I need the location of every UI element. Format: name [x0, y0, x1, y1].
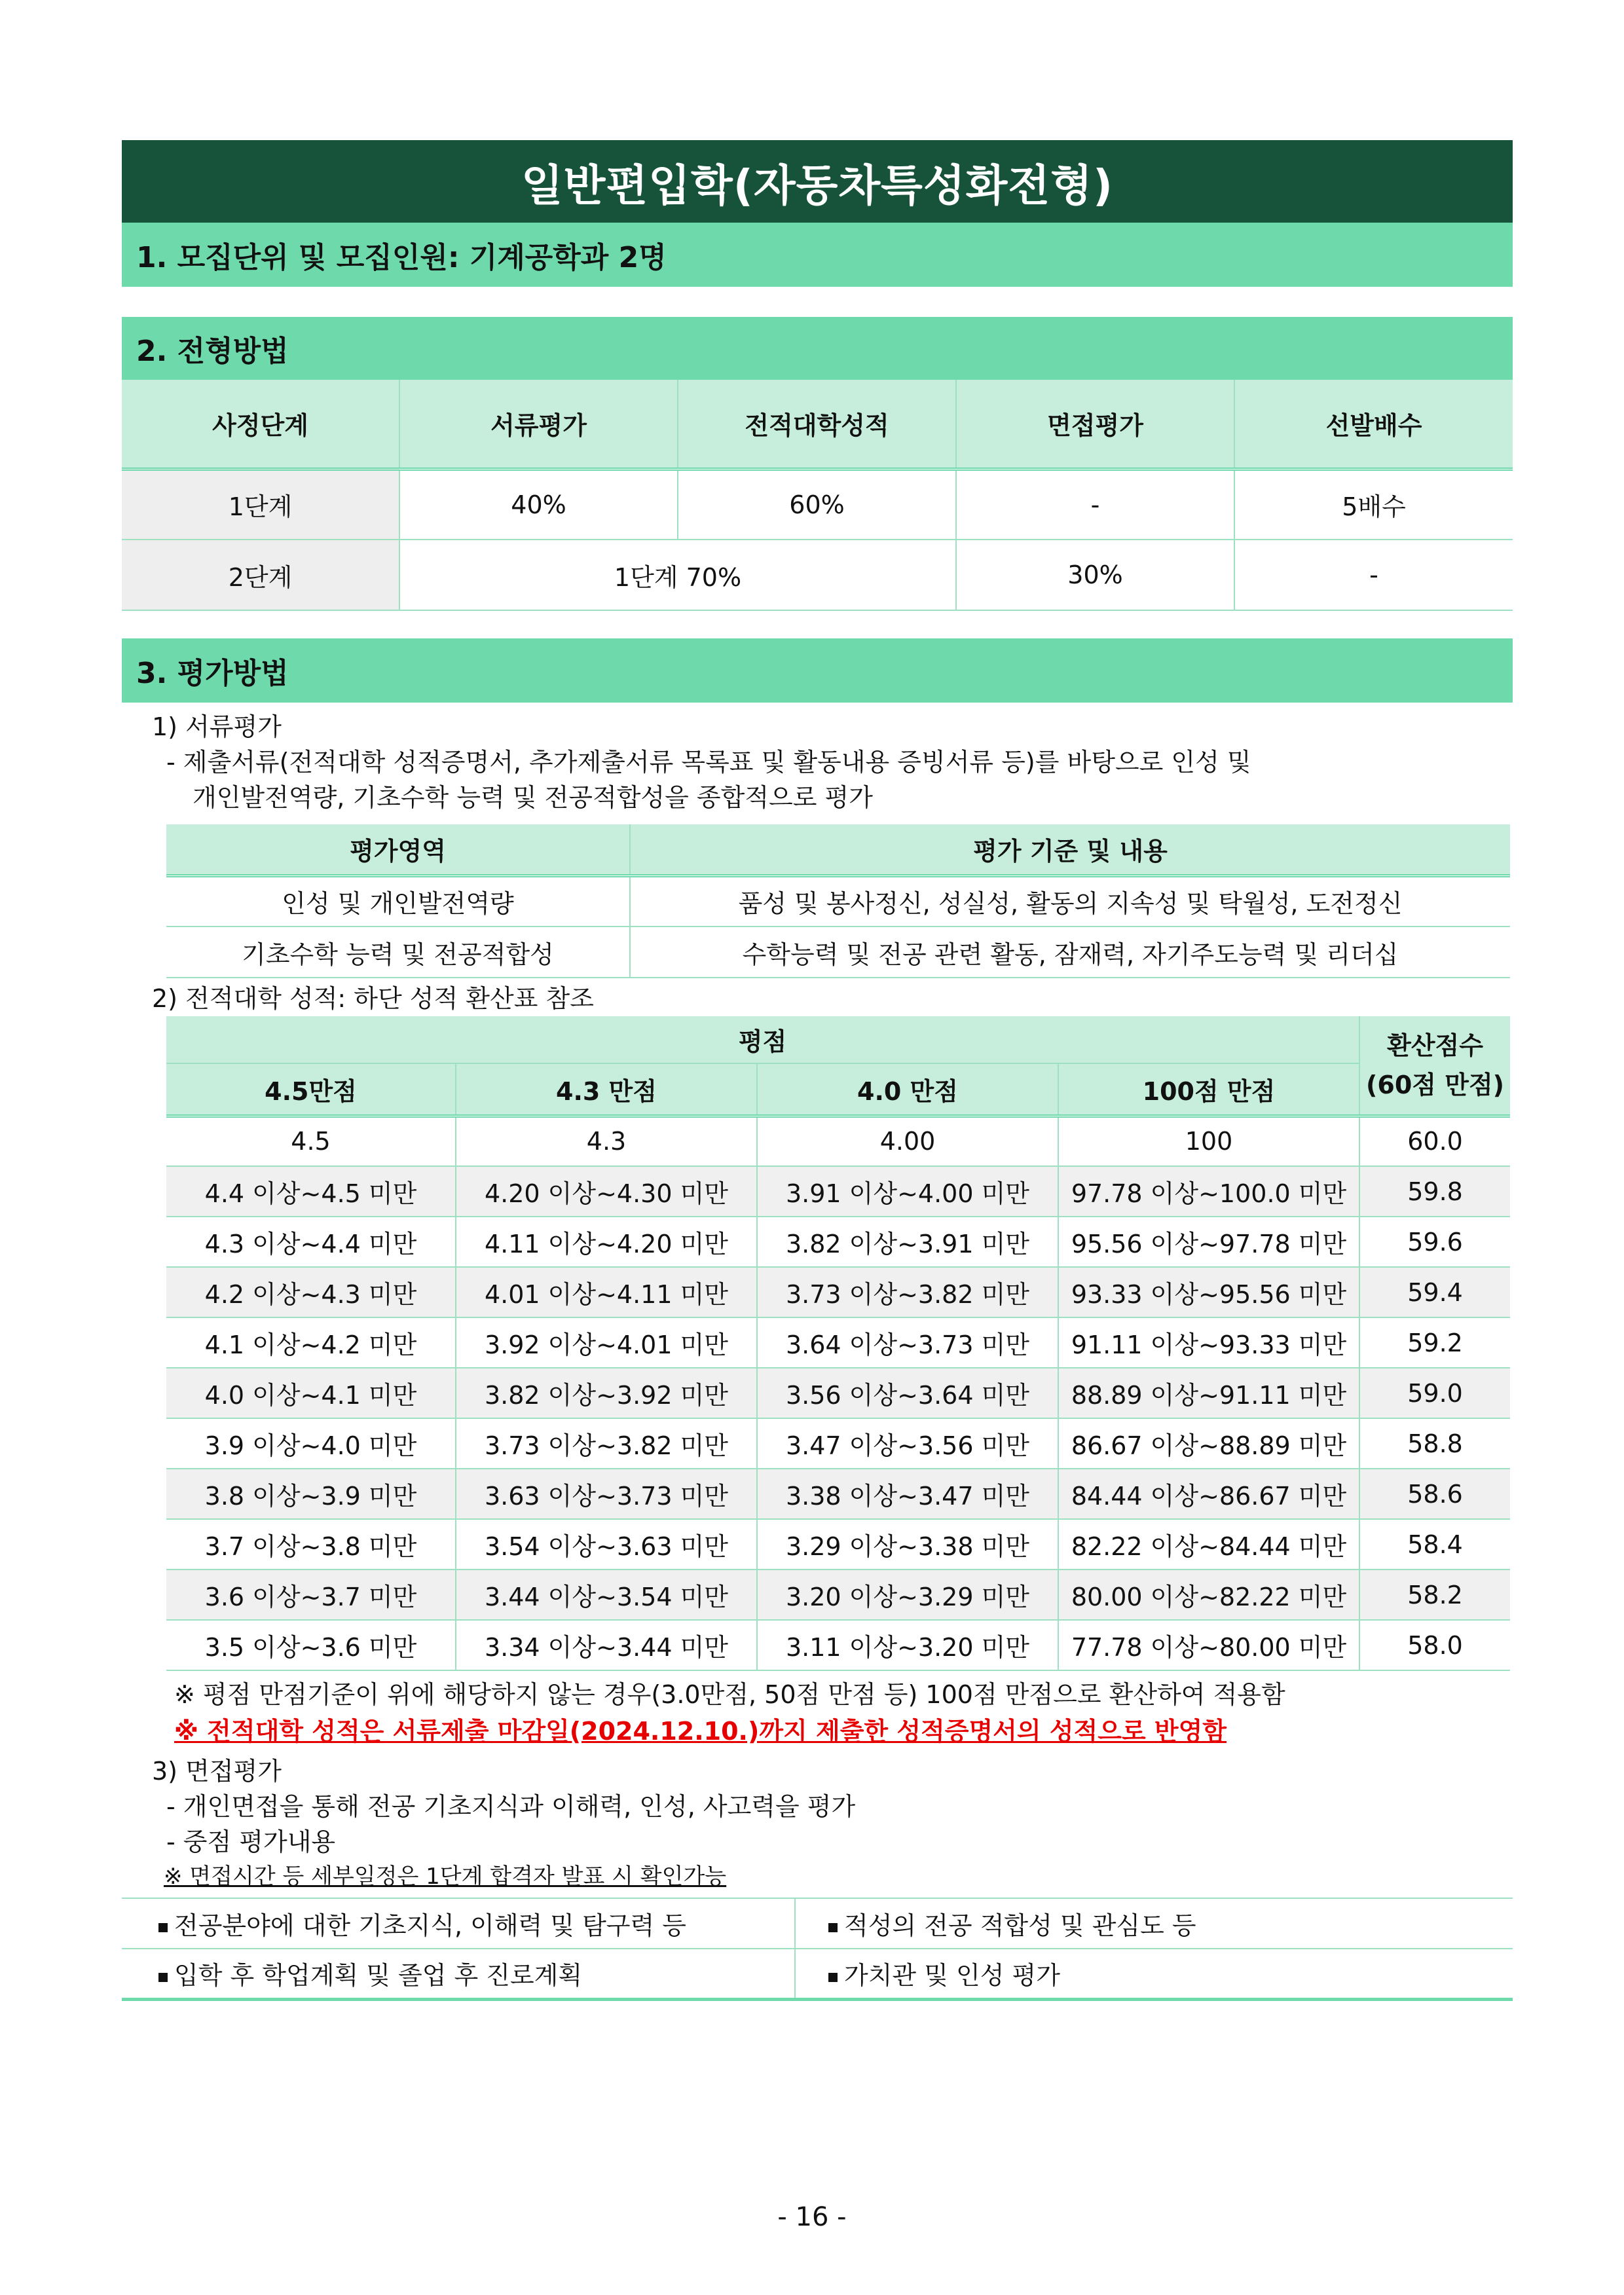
- table-header-cell: 4.5만점: [166, 1063, 456, 1116]
- table-row: [166, 1116, 1510, 1166]
- table-header-cell: 면접평가: [956, 380, 1234, 469]
- table-cell: 5배수: [1234, 469, 1513, 540]
- table-cell: 3.6 이상~3.7 미만: [166, 1570, 456, 1620]
- score-header-line: (60점 만점): [1366, 1070, 1505, 1099]
- table-cell: 59.6: [1359, 1217, 1510, 1267]
- table-cell: -: [1234, 540, 1513, 610]
- table-cell: 수학능력 및 전공 관련 활동, 잠재력, 자기주도능력 및 리더십: [630, 927, 1510, 978]
- interview-item-label: 적성의 전공 적합성 및 관심도 등: [844, 1911, 1196, 1940]
- table-cell: 3.5 이상~3.6 미만: [166, 1620, 456, 1670]
- table-cell: 4.3 이상~4.4 미만: [166, 1217, 456, 1267]
- interview-item: [795, 1898, 1513, 1949]
- section3-heading: 3. 평가방법: [122, 638, 1513, 703]
- doc-eval-desc: 개인발전역량, 기초수학 능력 및 전공적합성을 종합적으로 평가: [193, 783, 873, 812]
- grade-note-important: ※ 전적대학 성적은 서류제출 마감일(2024.12.10.)까지 제출한 성적증명서의 성적으로 반영함: [174, 1717, 1227, 1746]
- page: [122, 140, 1513, 2001]
- table-cell: 82.22 이상~84.44 미만: [1058, 1519, 1359, 1570]
- table-row: [122, 540, 1513, 610]
- table-cell: 인성 및 개인발전역량: [166, 875, 630, 927]
- interview-item: [795, 1949, 1513, 1999]
- table-cell: 3.47 이상~3.56 미만: [757, 1418, 1058, 1469]
- table-cell: 3.7 이상~3.8 미만: [166, 1519, 456, 1570]
- score-header-line: 환산점수: [1387, 1031, 1483, 1060]
- bullet-icon: [828, 1973, 838, 1982]
- table-cell: 77.78 이상~80.00 미만: [1058, 1620, 1359, 1670]
- table-row: [166, 927, 1510, 978]
- table-row: [166, 875, 1510, 927]
- table-cell: 4.1 이상~4.2 미만: [166, 1317, 456, 1368]
- interview-desc: - 개인면접을 통해 전공 기초지식과 이해력, 인성, 사고력을 평가: [166, 1792, 856, 1821]
- table-row: [166, 1418, 1510, 1469]
- table-header-row: [166, 1016, 1510, 1063]
- table-cell: 4.4 이상~4.5 미만: [166, 1166, 456, 1217]
- table-cell: 4.0 이상~4.1 미만: [166, 1368, 456, 1418]
- table-cell: 59.2: [1359, 1317, 1510, 1368]
- table-row: [166, 1166, 1510, 1217]
- table-header-cell: 전적대학성적: [678, 380, 956, 469]
- table-cell: 59.8: [1359, 1166, 1510, 1217]
- table-cell: 1단계: [122, 469, 399, 540]
- interview-item-label: 전공분야에 대한 기초지식, 이해력 및 탐구력 등: [174, 1911, 687, 1940]
- table-cell: 3.20 이상~3.29 미만: [757, 1570, 1058, 1620]
- table-cell: 84.44 이상~86.67 미만: [1058, 1469, 1359, 1519]
- table-cell: 88.89 이상~91.11 미만: [1058, 1368, 1359, 1418]
- table-row: [166, 1217, 1510, 1267]
- table-cell: 3.44 이상~3.54 미만: [456, 1570, 757, 1620]
- table-row: [166, 1267, 1510, 1317]
- table-row: [166, 1368, 1510, 1418]
- table-cell: 3.11 이상~3.20 미만: [757, 1620, 1058, 1670]
- page-title: 일반편입학(자동차특성화전형): [122, 140, 1513, 223]
- table-cell: 3.56 이상~3.64 미만: [757, 1368, 1058, 1418]
- table-header-cell: 4.3 만점: [456, 1063, 757, 1116]
- table-header-cell: [1359, 1016, 1510, 1116]
- table-cell: 4.00: [757, 1116, 1058, 1166]
- table-cell: 4.01 이상~4.11 미만: [456, 1267, 757, 1317]
- table-header-cell: 4.0 만점: [757, 1063, 1058, 1116]
- table-cell: 3.73 이상~3.82 미만: [456, 1418, 757, 1469]
- table-header-cell: 서류평가: [399, 380, 678, 469]
- table-header-cell: 100점 만점: [1058, 1063, 1359, 1116]
- grade-note: ※ 평점 만점기준이 위에 해당하지 않는 경우(3.0만점, 50점 만점 등) 100점 만점으로 환산하여 적용함: [174, 1680, 1285, 1709]
- table-row: [122, 469, 1513, 540]
- table-cell: 3.91 이상~4.00 미만: [757, 1166, 1058, 1217]
- interview-title: 3) 면접평가: [152, 1757, 282, 1786]
- table-cell: 3.29 이상~3.38 미만: [757, 1519, 1058, 1570]
- table-row: [166, 1570, 1510, 1620]
- section1-heading: 1. 모집단위 및 모집인원: 기계공학과 2명: [122, 223, 1513, 287]
- grade-title: 2) 전적대학 성적: 하단 성적 환산표 참조: [152, 984, 594, 1013]
- doc-eval-desc: - 제출서류(전적대학 성적증명서, 추가제출서류 목록표 및 활동내용 증빙서류 등)를 바탕으로 인성 및: [166, 748, 1251, 777]
- grade-conversion-table: [166, 1016, 1510, 1671]
- table-cell: 60%: [678, 469, 956, 540]
- table-row: [122, 1949, 1513, 1999]
- table-cell: 100: [1058, 1116, 1359, 1166]
- interview-item: [122, 1949, 795, 1999]
- table-cell: 59.0: [1359, 1368, 1510, 1418]
- table-cell: 4.3: [456, 1116, 757, 1166]
- table-cell: 3.63 이상~3.73 미만: [456, 1469, 757, 1519]
- table-cell: 3.34 이상~3.44 미만: [456, 1620, 757, 1670]
- doc-eval-table: [166, 824, 1510, 978]
- doc-eval-title: 1) 서류평가: [152, 712, 282, 741]
- page-number: - 16 -: [777, 2202, 847, 2232]
- table-cell: 40%: [399, 469, 678, 540]
- table-cell: 93.33 이상~95.56 미만: [1058, 1267, 1359, 1317]
- table-cell: 3.9 이상~4.0 미만: [166, 1418, 456, 1469]
- table-cell: 1단계 70%: [399, 540, 956, 610]
- interview-item: [122, 1898, 795, 1949]
- table-cell: 기초수학 능력 및 전공적합성: [166, 927, 630, 978]
- table-row: [122, 1898, 1513, 1949]
- table-cell: 3.92 이상~4.01 미만: [456, 1317, 757, 1368]
- table-cell: 58.6: [1359, 1469, 1510, 1519]
- table-cell: -: [956, 469, 1234, 540]
- table-header-cell: 평점: [166, 1016, 1359, 1063]
- table-header-cell: 평가영역: [166, 824, 630, 875]
- table-cell: 91.11 이상~93.33 미만: [1058, 1317, 1359, 1368]
- table-cell: 4.5: [166, 1116, 456, 1166]
- table-cell: 86.67 이상~88.89 미만: [1058, 1418, 1359, 1469]
- table-cell: 3.82 이상~3.91 미만: [757, 1217, 1058, 1267]
- table-cell: 3.73 이상~3.82 미만: [757, 1267, 1058, 1317]
- table-header-row: [122, 380, 1513, 469]
- table-cell: 97.78 이상~100.0 미만: [1058, 1166, 1359, 1217]
- interview-item-label: 가치관 및 인성 평가: [844, 1961, 1060, 1991]
- table-header-row: [166, 824, 1510, 875]
- bullet-icon: [158, 1973, 168, 1982]
- table-cell: 3.8 이상~3.9 미만: [166, 1469, 456, 1519]
- section2-heading: 2. 전형방법: [122, 317, 1513, 380]
- interview-note: ※ 면접시간 등 세부일정은 1단계 합격자 발표 시 확인가능: [164, 1864, 727, 1890]
- table-cell: 58.8: [1359, 1418, 1510, 1469]
- table-cell: 3.82 이상~3.92 미만: [456, 1368, 757, 1418]
- table-row: [166, 1519, 1510, 1570]
- table-row: [166, 1317, 1510, 1368]
- table-cell: 95.56 이상~97.78 미만: [1058, 1217, 1359, 1267]
- interview-items-table: [122, 1898, 1513, 2001]
- interview-item-label: 입학 후 학업계획 및 졸업 후 진로계획: [174, 1961, 583, 1991]
- bullet-icon: [828, 1923, 838, 1932]
- table-cell: 58.4: [1359, 1519, 1510, 1570]
- interview-desc: - 중점 평가내용: [166, 1827, 336, 1856]
- table-header-cell: 사정단계: [122, 380, 399, 469]
- table-header-row: [166, 1063, 1510, 1116]
- table-cell: 2단계: [122, 540, 399, 610]
- table-cell: 3.64 이상~3.73 미만: [757, 1317, 1058, 1368]
- table-cell: 4.20 이상~4.30 미만: [456, 1166, 757, 1217]
- table-cell: 59.4: [1359, 1267, 1510, 1317]
- table-cell: 4.11 이상~4.20 미만: [456, 1217, 757, 1267]
- table-cell: 58.0: [1359, 1620, 1510, 1670]
- table-cell: 3.54 이상~3.63 미만: [456, 1519, 757, 1570]
- table-header-cell: 선발배수: [1234, 380, 1513, 469]
- bullet-icon: [158, 1923, 168, 1932]
- table-cell: 30%: [956, 540, 1234, 610]
- table-row: [166, 1469, 1510, 1519]
- table-cell: 품성 및 봉사정신, 성실성, 활동의 지속성 및 탁월성, 도전정신: [630, 875, 1510, 927]
- selection-method-table: [122, 380, 1513, 611]
- table-cell: 3.38 이상~3.47 미만: [757, 1469, 1058, 1519]
- table-cell: 58.2: [1359, 1570, 1510, 1620]
- table-cell: 80.00 이상~82.22 미만: [1058, 1570, 1359, 1620]
- table-header-cell: 평가 기준 및 내용: [630, 824, 1510, 875]
- table-row: [166, 1620, 1510, 1670]
- table-cell: 60.0: [1359, 1116, 1510, 1166]
- table-cell: 4.2 이상~4.3 미만: [166, 1267, 456, 1317]
